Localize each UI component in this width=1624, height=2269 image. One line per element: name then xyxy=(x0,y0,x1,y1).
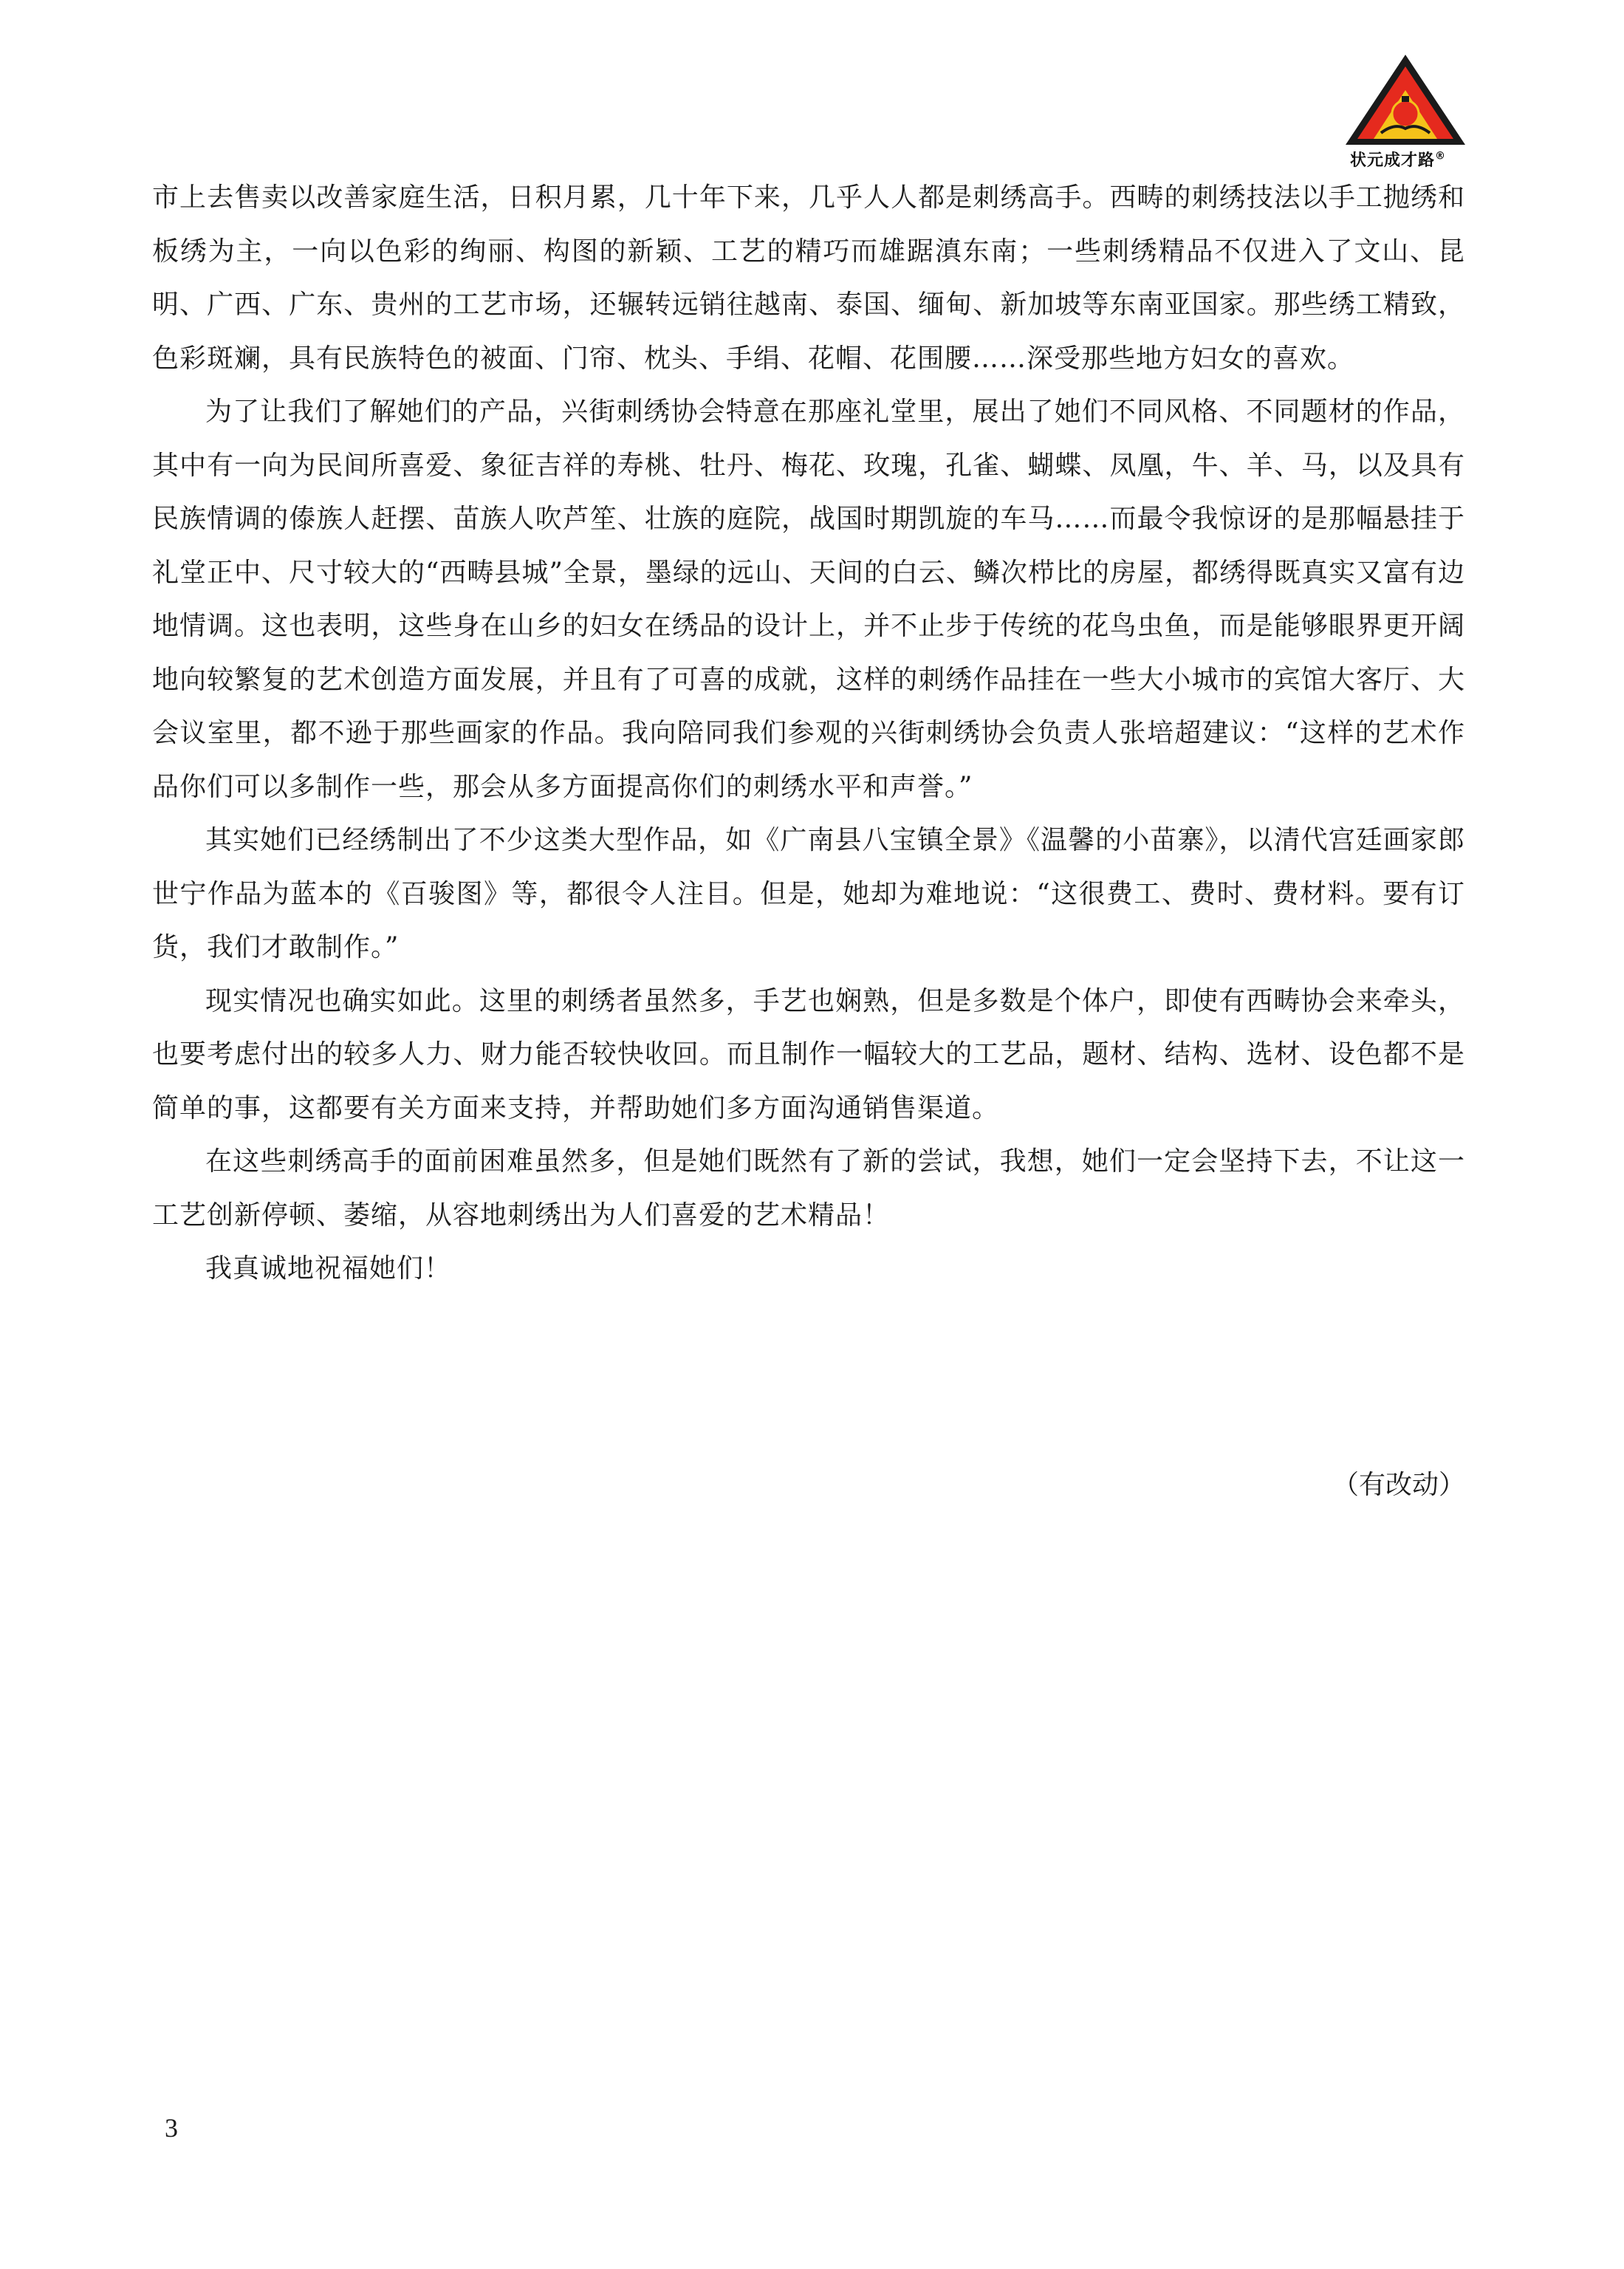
paragraph-reality: 现实情况也确实如此。这里的刺绣者虽然多，手艺也娴熟，但是多数是个体户，即使有西畴协会来牵头，也要考虑付出的较多人力、财力能否较快收回。而且制作一幅较大的工艺品，题材、结构、选材、设色都不是简单的事，这都要有关方面来支持，并帮助她们多方面沟通销售渠道。 xyxy=(152,985,1465,1123)
paragraph-large-works: 其实她们已经绣制出了不少这类大型作品，如《广南县八宝镇全景》《温馨的小苗寨》，以清代宫廷画家郎世宁作品为蓝本的《百骏图》等，都很令人注目。但是，她却为难地说：“这很费工、费时、费材料。要有订货，我们才敢制作。” xyxy=(152,825,1465,962)
paragraph-blessing: 我真诚地祝福她们！ xyxy=(205,1253,452,1284)
paragraph-hope: 在这些刺绣高手的面前困难虽然多，但是她们既然有了新的尝试，我想，她们一定会坚持下去，不让这一工艺创新停顿、萎缩，从容地刺绣出为人们喜爱的艺术精品！ xyxy=(152,1146,1465,1231)
page-number: 3 xyxy=(165,2113,178,2143)
article-body xyxy=(152,171,1465,1296)
paragraph-exhibition: 为了让我们了解她们的产品，兴街刺绣协会特意在那座礼堂里，展出了她们不同风格、不同题材的作品，其中有一向为民间所喜爱、象征吉祥的寿桃、牡丹、梅花、玫瑰，孔雀、蝴蝶、凤凰，牛、羊、马，以及具有民族情调的傣族人赶摆、苗族人吹芦笙、壮族的庭院，战国时期凯旋的车马……而最令我惊讶的是那幅悬挂于礼堂正中、尺寸较大的“西畴县城”全景，墨绿的远山、天间的白云、鳞次栉比的房屋，都绣得既真实又富有边地情调。这也表明，这些身在山乡的妇女在绣品的设计上，并不止步于传统的花鸟虫鱼，而是能够眼界更开阔地向较繁复的艺术创造方面发展，并且有了可喜的成就，这样的刺绣作品挂在一些大小城市的宾馆大客厅、大会议室里，都不逊于那些画家的作品。我向陪同我们参观的兴街刺绣协会负责人张培超建议：“这样的艺术作品你们可以多制作一些，那会从多方面提高你们的刺绣水平和声誉。” xyxy=(152,397,1465,802)
registered-mark: ® xyxy=(1435,150,1447,162)
logo-label: 状元成才路 xyxy=(1350,151,1436,170)
logo-text xyxy=(1350,148,1476,171)
paragraph-continued: 市上去售卖以改善家庭生活，日积月累，几十年下来，几乎人人都是刺绣高手。西畴的刺绣技法以手工抛绣和板绣为主，一向以色彩的绚丽、构图的新颖、工艺的精巧而雄踞滇东南；一些刺绣精品不仅进入了文山、昆明、广西、广东、贵州的工艺市场，还辗转远销往越南、泰国、缅甸、新加坡等东南亚国家。那些绣工精致，色彩斑斓，具有民族特色的被面、门帘、枕头、手绢、花帽、花围腰……深受那些地方妇女的喜欢。 xyxy=(152,182,1465,374)
source-note: （有改动） xyxy=(1332,1470,1465,1500)
triangle-emblem-icon xyxy=(1343,52,1468,148)
